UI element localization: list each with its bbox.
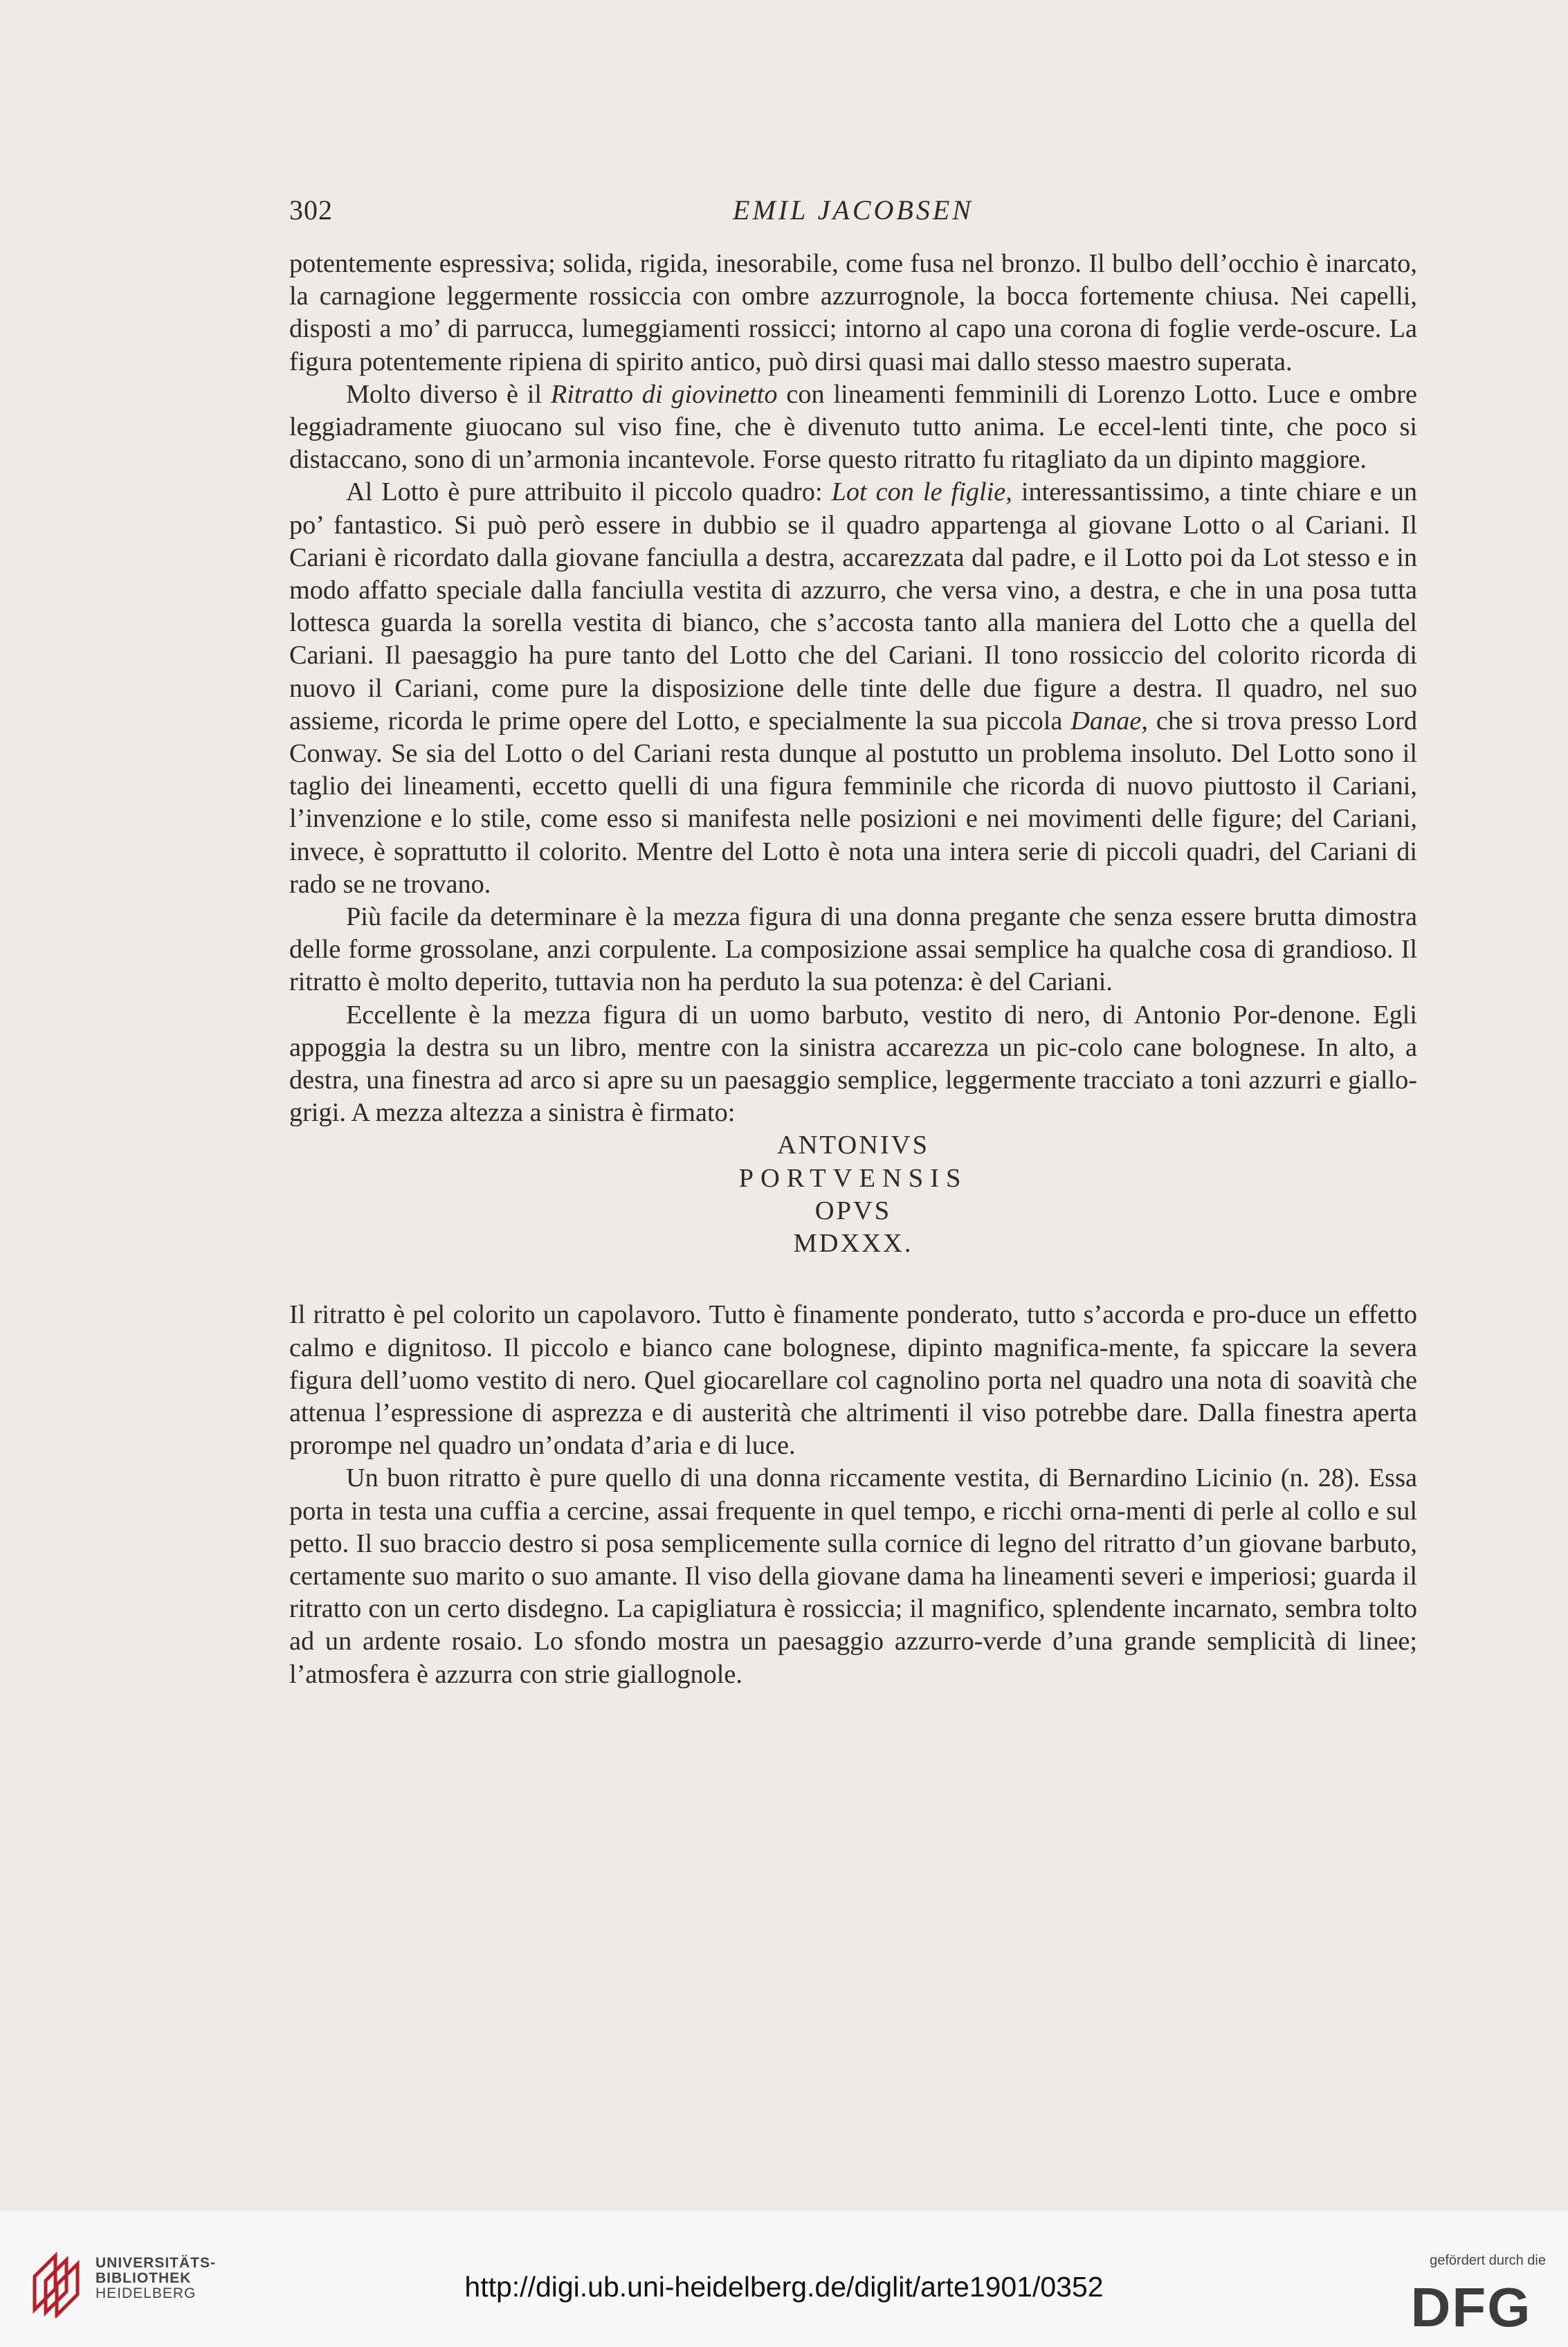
paragraph-3 [289, 476, 1417, 901]
inscription-line: PORTVENSIS [738, 1163, 968, 1193]
artwork-title: Danae, [1070, 706, 1148, 736]
inscription-line: ANTONIVS [776, 1131, 930, 1160]
artwork-title: Ritratto di giovinetto [550, 379, 778, 409]
signature-inscription [289, 1129, 1417, 1260]
spacer [289, 1260, 1417, 1299]
paragraph-3-text: interessantissimo, a tinte chiare e un po’ fantastico. Si può però essere in dubbio se il quadro appartenga al giovane Lotto o al Cariani. Il Cariani è ricordato dalla giovane fanciulla a destra, accarezzata dal padre, e il Lotto poi da Lot stesso e in modo affatto speciale dalla fanciulla vestita di azzurro, che versa vino, a destra, e che in una posa tutta lottesca guarda la sorella vestita di bianco, che s’accosta tanto alla maniera del Lotto che a quella del Cariani. Il paesaggio ha pure tanto del Lotto che del Cariani. Il tono rossiccio del colorito ricorda di nuovo il Cariani, come pure la disposizione delle tinte delle due figure a destra. Il quadro, nel suo assieme, ricorda le prime opere del Lotto, e specialmente la sua piccola [289, 477, 1418, 736]
paragraph-2 [289, 378, 1417, 477]
permalink-url[interactable]: http://digi.ub.uni-heidelberg.de/diglit/arte1901/0352 [464, 2271, 1104, 2303]
library-name-line: HEIDELBERG [95, 2285, 197, 2301]
dfg-logo-icon [1396, 2281, 1546, 2332]
running-head [289, 194, 1417, 235]
paragraph-2-text: con lineamenti femminili di Lorenzo Lotto. Luce e ombre leggiadramente giuocano sul viso fine, che è divenuto tutto anima. Le eccel-lenti tinte, che poco si distaccano, sono di un’armonia incantevole. Forse questo ritratto fu ritagliato da un dipinto maggiore. [289, 379, 1417, 475]
funding-note: gefördert durch die [1430, 2253, 1546, 2268]
inscription-line: MDXXX. [793, 1229, 913, 1259]
body-text [289, 248, 1417, 1691]
page-number: 302 [289, 194, 333, 226]
footer-bar [0, 2211, 1568, 2347]
paragraph-3-text: Al Lotto è pure attribuito il piccolo quadro: [346, 477, 832, 507]
dfg-logo-text: DFG [1410, 2281, 1532, 2332]
paragraph-4: Più facile da determinare è la mezza figura di una donna pregante che senza essere brutta dimostra delle forme grossolane, anzi corpulente. La composizione assai semplice ha qualche cosa di grandioso. Il ritratto è molto deperito, tuttavia non ha perduto la sua potenza: è del Cariani. [289, 902, 1417, 997]
header-title: EMIL JACOBSEN [733, 194, 974, 226]
artwork-title: Lot con le figlie, [831, 477, 1012, 507]
library-name-line: UNIVERSITÄTS- [95, 2255, 217, 2271]
paragraph-5: Eccellente è la mezza figura di un uomo barbuto, vestito di nero, di Antonio Por-denone. Egli appoggia la destra su un libro, mentre con la sinistra accarezza un pic-colo cane bolognese. In alto, a destra, una finestra ad arco si apre su un paesaggio semplice, leggermente tracciato a toni azzurri e giallo-grigi. A mezza altezza a sinistra è firmato: [289, 1000, 1417, 1128]
paragraph-6: Il ritratto è pel colorito un capolavoro. Tutto è finamente ponderato, tutto s’accorda e pro-duce un effetto calmo e dignitoso. Il piccolo e bianco cane bolognese, dipinto magnifica-mente, fa spiccare la severa figura dell’uomo vestito di nero. Quel giocarellare col cagnolino porta nel quadro una nota di soavità che attenua l’espressione di asprezza e di austerità che altrimenti il viso potrebbe dare. Dalla finestra aperta prorompe nel quadro un’ondata d’aria e di luce. [289, 1300, 1417, 1461]
paragraph-2-text: Molto diverso è il [346, 379, 551, 409]
paragraph-3-text: che si trova presso Lord Conway. Se sia del Lotto o del Cariani resta dunque al postutto un problema insoluto. Del Lotto sono il taglio dei lineamenti, eccetto quelli di una figura femminile che ricorda di nuovo piuttosto il Cariani, l’invenzione e lo stile, come esso si manifesta nelle posizioni e nei movimenti delle figure; del Cariani, invece, è soprattutto il colorito. Mentre del Lotto è nota una intera serie di piccoli quadri, del Cariani di rado se ne trovano. [289, 706, 1418, 899]
paragraph-1: potentemente espressiva; solida, rigida, inesorabile, come fusa nel bronzo. Il bulbo dell’occhio è inarcato, la carnagione leggermente rossiccia con ombre azzurrognole, la bocca fortemente chiusa. Nei capelli, disposti a mo’ di parrucca, lumeggiamenti rossicci; intorno al capo una corona di foglie verde-oscure. La figura potentemente ripiena di spirito antico, può dirsi quasi mai dallo stesso maestro superata. [289, 249, 1417, 376]
library-name-line: BIBLIOTHEK [95, 2270, 192, 2286]
paragraph-7: Un buon ritratto è pure quello di una donna riccamente vestita, di Bernardino Licinio (n. 28). Essa porta in testa una cuffia a cercine, assai frequente in quel tempo, e ricchi orna-menti di perle al collo e sul petto. Il suo braccio destro si posa semplicemente sulla cornice di legno del ritratto d’un giovane barbuto, certamente suo marito o suo amante. Il viso della giovane dama ha lineamenti severi e imperiosi; guarda il ritratto con un certo disdegno. La capigliatura è rossiccia; il magnifico, splendente incarnato, sembra tolto ad un ardente rosaio. Lo sfondo mostra un paesaggio azzurro-verde d’una grande semplicità di linee; l’atmosfera è azzurra con strie giallognole. [289, 1463, 1417, 1689]
inscription-line: OPVS [814, 1196, 892, 1225]
